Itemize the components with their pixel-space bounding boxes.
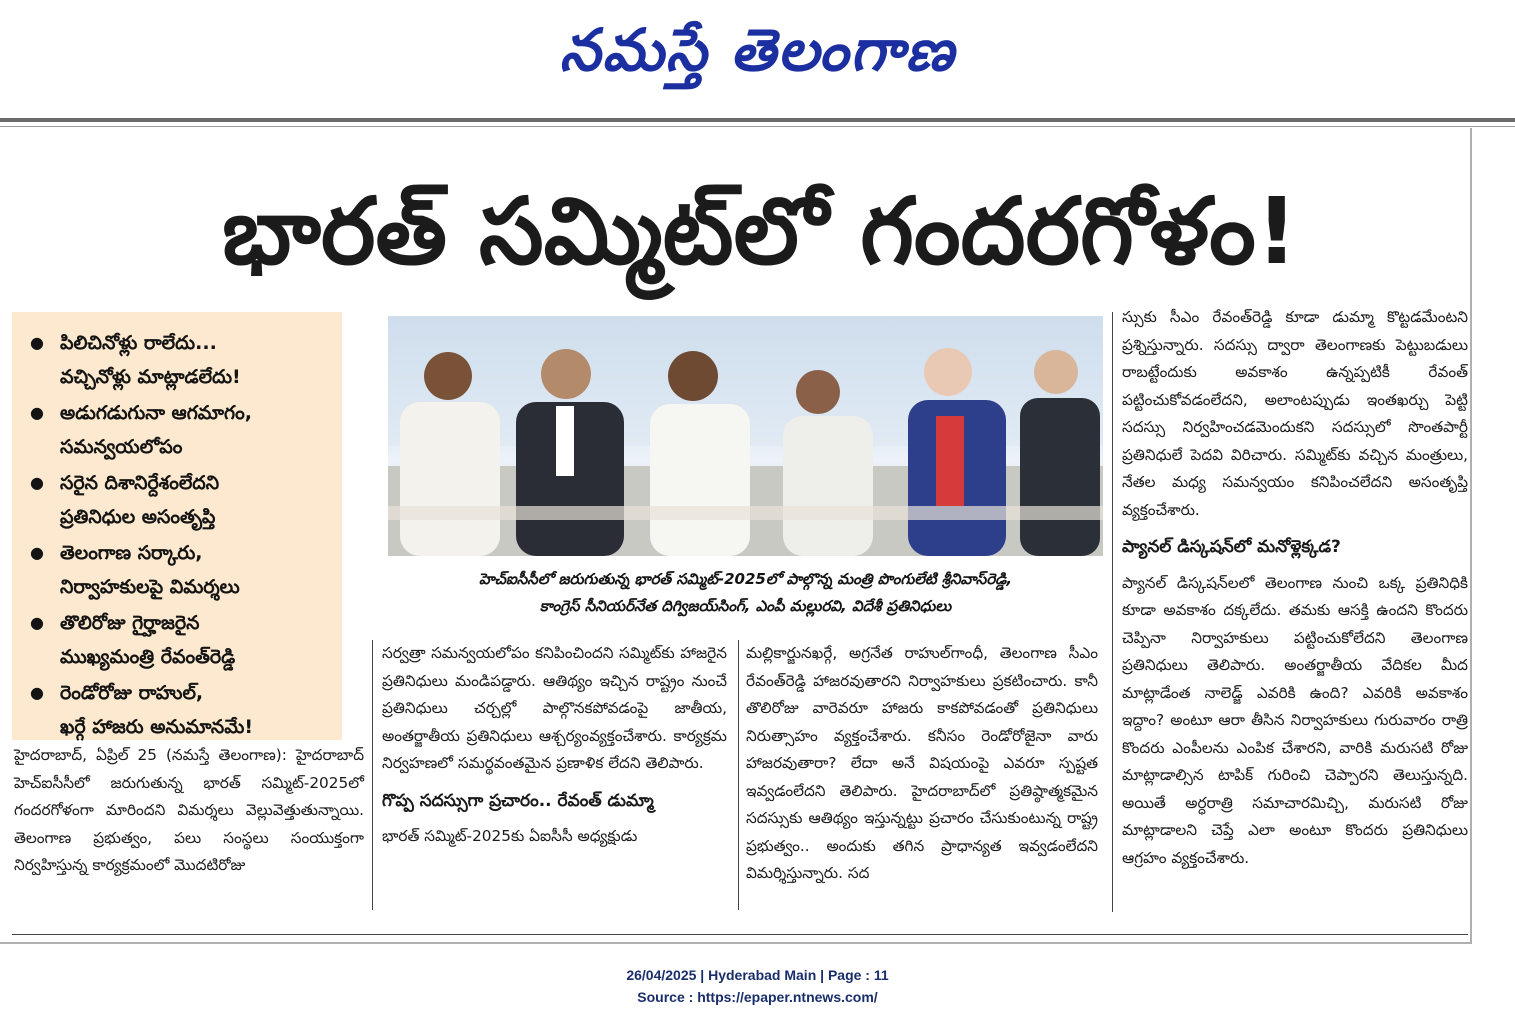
shirt [556, 406, 574, 476]
masthead-rule [0, 118, 1515, 122]
column-text: ప్యానల్‌ డిస్కషన్‌లలో తెలంగాణ నుంచి ఒక్క ప్రతినిధికి కూడా అవకాశం దక్కలేదు. తమకు ఆసక్తి ఉందని కొందరు చెప్పినా నిర్వాహకులు పట్టించుకోలేదని తెలంగాణ ప్రతినిధులు తెలిపారు. అంతర్జాతీయ వేదికల మీద మాట్లాడేంత నాలెడ్జ్‌ ఎవరికి ఉంది? ఎవరికి అవకాశం ఇద్దాం? అంటూ ఆరా తీసిన నిర్వాహకులు గురువారం రాత్రి కొందరు ఎంపీలను ఎంపిక చేశారని, వారికి మరుసటి రోజు మాట్లాడాల్సిన టాపిక్‌ గురించి చెప్పారని తెలుస్తున్నది. అయితే అర్ధరాత్రి సమాచారమిచ్చి, మరుసటి రోజు మాట్లాడాలని చెప్తే ఎలా అంటూ కొందరు ప్రతినిధులు ఆగ్రహం వ్యక్తంచేశారు. [1122, 573, 1468, 867]
panel-photo-illustration [388, 316, 1103, 556]
person-head [1034, 350, 1078, 394]
highlight-line: అడుగడుగునా ఆగమాగం, [60, 402, 252, 424]
column-text: సర్వత్రా సమన్వయలోపం కనిపించిందని సమ్మిట్‌కు హాజరైన ప్రతినిధులు మండిపడ్డారు. ఆతిథ్యం ఇచ్చిన రాష్ట్రం నుంచే ప్రతినిధులు చర్చల్లో పాల్గొనకపోవడంపై జాతీయ, అంతర్జాతీయ ప్రతినిధులు ఆశ్చర్యంవ్యక్తంచేశారు. కార్యక్రమ నిర్వహణలో సమర్థవంతమైన ప్రణాళిక లేదని తెలిపారు. [382, 644, 727, 772]
column-divider [738, 640, 739, 910]
person-head [796, 370, 840, 414]
article-column-2 [382, 640, 727, 851]
footer-source-link[interactable]: Source : https://epaper.ntnews.com/ [637, 989, 878, 1005]
highlight-line: పిలిచినోళ్లు రాలేదు... [60, 332, 217, 354]
page-shadow-bottom [0, 942, 1470, 944]
highlight-line: వచ్చినోళ్లు మాట్లాడలేదు! [60, 366, 241, 388]
highlight-item [30, 396, 342, 464]
highlight-line: తెలంగాణ సర్కారు, [60, 542, 203, 564]
article-bottom-rule [12, 934, 1468, 935]
column-text: హైదరాబాద్‌, ఏప్రిల్‌ 25 (నమస్తే తెలంగాణ): హైదరాబాద్‌ హెచ్‌ఐసీసీలో జరుగుతున్న భారత్‌ సమ్మిట్‌-2025లో గందరగోళంగా మారిందని విమర్శలు వెల్లువెత్తుతున్నాయి. తెలంగాణ ప్రభుత్వం, పలు సంస్థలు సంయుక్తంగా నిర్వహిస్తున్న కార్యక్రమంలో మొదటిరోజు [14, 746, 364, 874]
person-body [1020, 398, 1100, 556]
bullet-icon: ● [30, 333, 44, 352]
caption-line: హెచ్‌ఐసీసీలో జరుగుతున్న భారత్‌ సమ్మిట్‌-2025లో పాల్గొన్న మంత్రి పొంగులేటి శ్రీనివాస్‌రెడ్డి, [478, 570, 1013, 588]
person-body [400, 402, 500, 556]
page-footer [0, 964, 1515, 1008]
subheading: ప్యానల్‌ డిస్కషన్‌లో మనోళ్లెక్కడ? [1122, 537, 1341, 557]
person-head [924, 348, 972, 396]
bullet-icon: ● [30, 683, 44, 702]
highlight-line: ముఖ్యమంత్రి రేవంత్‌రెడ్డి [60, 646, 236, 668]
person-body [650, 404, 750, 556]
column-divider [372, 640, 373, 910]
subheading: గొప్ప సదస్సుగా ప్రచారం.. రేవంత్‌ డుమ్మా [382, 790, 654, 811]
headline: భారత్‌ సమ్మిట్‌లో గందరగోళం! [222, 178, 1298, 285]
person-body [783, 416, 873, 556]
highlight-item [30, 536, 342, 604]
highlight-item [30, 466, 342, 534]
masthead-rule-thin [0, 126, 1515, 127]
news-photo [388, 316, 1103, 556]
highlights-box [12, 312, 342, 740]
article-column-3 [746, 640, 1098, 888]
highlight-line: ప్రతినిధుల అసంతృప్తి [60, 506, 216, 528]
bullet-icon: ● [30, 473, 44, 492]
highlight-line: రెండోరోజు రాహుల్‌, [60, 682, 204, 704]
article-column-4 [1122, 304, 1468, 872]
highlight-item [30, 676, 342, 744]
photo-caption [388, 566, 1103, 620]
masthead [0, 0, 1515, 112]
highlight-line: ఖర్గే హాజరు అనుమానమే! [60, 716, 254, 738]
article-column-1 [14, 742, 364, 880]
column-text: మల్లికార్జునఖర్గే, అగ్రనేత రాహుల్‌గాంధీ, తెలంగాణ సీఎం రేవంత్‌రెడ్డి హాజరవుతారని నిర్వాహకులు ప్రకటించారు. కానీ తొలిరోజు వారెవరూ హాజరు కాకపోవడంతో ప్రతినిధులు నిరుత్సాహం వ్యక్తంచేశారు. కనీసం రెండోరోజైనా వారు హాజరవుతారా? లేదా అనే విషయంపై ఎవరూ స్పష్టత ఇవ్వడంలేదని తెలిపారు. హైదరాబాద్‌లో ప్రతిష్ఠాత్మకమైన సదస్సుకు ఆతిథ్యం ఇస్తున్నట్టు ప్రచారం చేసుకుంటున్న రాష్ట్ర ప్రభుత్వం.. అందుకు తగిన ప్రాధాన్యత ఇవ్వడంలేదని విమర్శిస్తున్నారు. సద [746, 644, 1098, 882]
column-text: స్సుకు సీఎం రేవంత్‌రెడ్డి కూడా డుమ్మా కొట్టడమేంటని ప్రశ్నిస్తున్నారు. సదస్సు ద్వారా తెలంగాణకు పెట్టుబడులు రాబట్టేందుకు అవకాశం ఉన్నప్పటికీ రేవంత్‌ పట్టించుకోవడంలేదని, అలాంటప్పుడు ఇంతఖర్చు పెట్టి సదస్సు నిర్వహించడమెందుకని సదస్సులో సొంతపార్టీ ప్రతినిధులే పెదవి విరిచారు. సమ్మిట్‌కు వచ్చిన మంత్రులు, నేతల మధ్య సమన్వయం కనిపించలేదని అసంతృప్తి వ్యక్తంచేశారు. [1122, 308, 1468, 519]
bullet-icon: ● [30, 403, 44, 422]
footer-date-edition: 26/04/2025 | Hyderabad Main | Page : 11 [626, 967, 889, 983]
person-head [541, 349, 591, 399]
highlight-item [30, 606, 342, 674]
person-head [424, 352, 472, 400]
highlight-line: సమన్వయలోపం [60, 436, 183, 458]
caption-line: కాంగ్రెస్‌ సీనియర్‌నేత దిగ్విజయ్‌సింగ్‌, ఎంపీ మల్లురవి, విదేశీ ప్రతినిధులు [539, 597, 952, 615]
dress [936, 416, 964, 506]
highlight-line: తొలిరోజు గైర్హాజరైన [60, 612, 200, 634]
newspaper-logo: నమస్తే తెలంగాణ [559, 16, 956, 84]
highlights-list [12, 312, 342, 744]
column-text: భారత్‌ సమ్మిట్‌-2025కు ఏఐసీసీ అధ్యక్షుడు [382, 827, 638, 845]
person-head [668, 351, 718, 401]
table [388, 506, 1103, 520]
column-divider [1112, 312, 1113, 912]
highlight-line: సరైన దిశానిర్దేశంలేదని [60, 472, 220, 494]
bullet-icon: ● [30, 613, 44, 632]
bullet-icon: ● [30, 543, 44, 562]
highlight-item [30, 326, 342, 394]
highlight-line: నిర్వాహకులపై విమర్శలు [60, 576, 240, 598]
